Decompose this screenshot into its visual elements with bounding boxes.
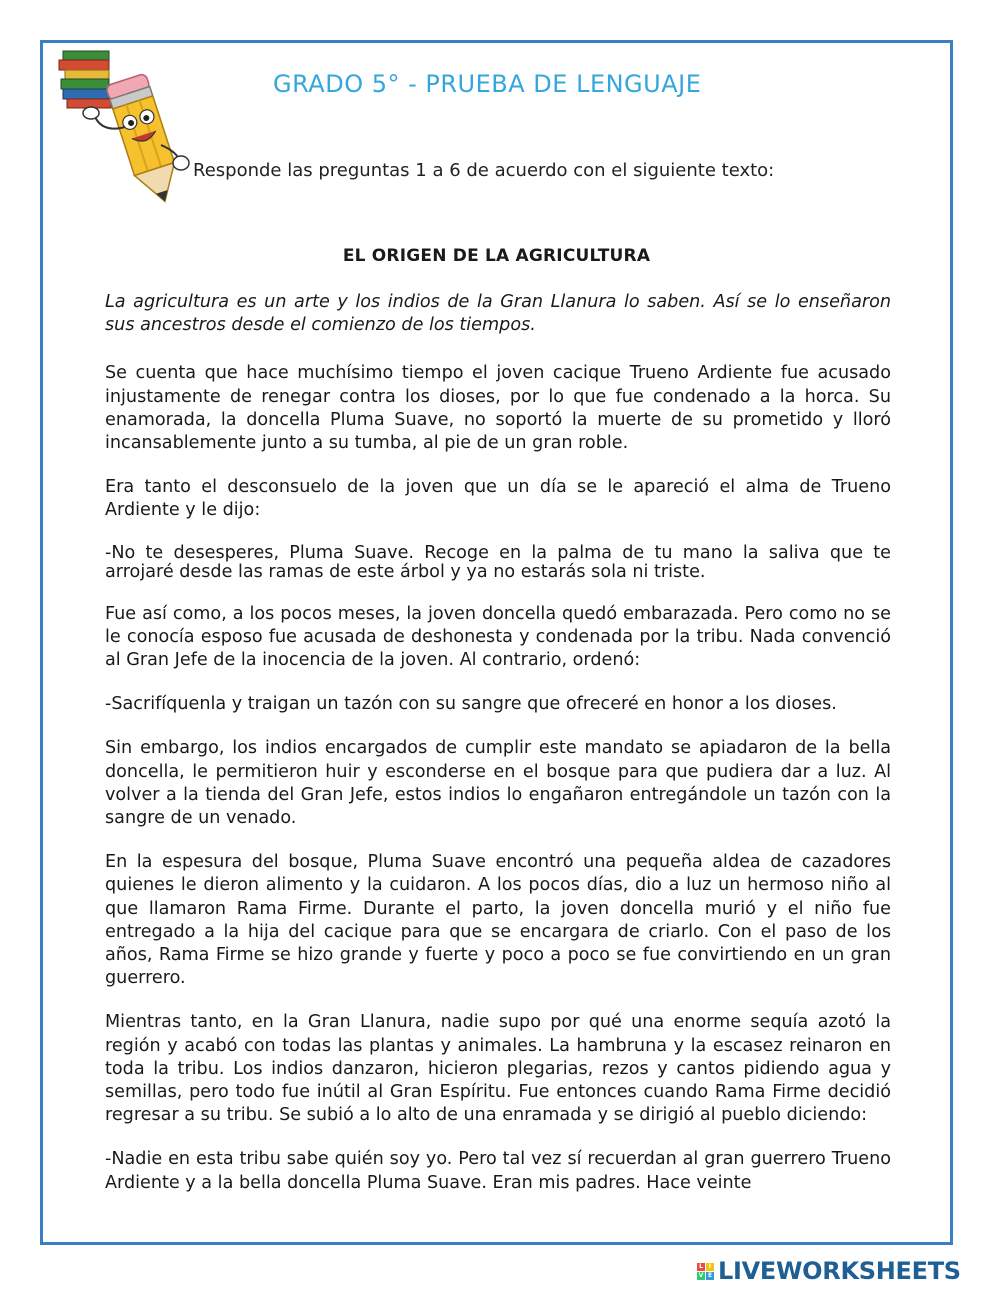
logo-letter: I <box>706 1263 714 1271</box>
reading-body <box>105 291 891 1195</box>
instruction-text: Responde las preguntas 1 a 6 de acuerdo con el siguiente texto: <box>193 160 775 181</box>
logo-letter: L <box>697 1263 705 1271</box>
paragraph-intro: La agricultura es un arte y los indios de la Gran Llanura lo saben. Así se lo enseñaron sus ancestros desde el comienzo de los tiempos. <box>105 292 891 336</box>
liveworksheets-brand <box>697 1257 961 1285</box>
paragraph: Mientras tanto, en la Gran Llanura, nadie supo por qué una enorme sequía azotó la región y acabó con todas las plantas y animales. La hambruna y la escasez reinaron en toda la tribu. Los indios danzaron, hicieron plegarias, rezos y cantos pidiendo agua y semillas, pero todo fue inútil al Gran Espíritu. Fue entonces cuando Rama Firme decidió regresar a su tribu. Se subió a lo alto de una enramada y se dirigió al pueblo diciendo: <box>105 1012 891 1126</box>
paragraph: Era tanto el desconsuelo de la joven que un día se le apareció el alma de Trueno Ardiente y le dijo: <box>105 477 891 521</box>
reading-title: EL ORIGEN DE LA AGRICULTURA <box>342 246 651 266</box>
paragraph: En la espesura del bosque, Pluma Suave encontró una pequeña aldea de cazadores quienes le dieron alimento y la cuidaron. A los pocos días, dio a luz un hermoso niño al que llamaron Rama Firme. Durante el parto, la joven doncella murió y el niño fue entregado a la hija del cacique para que se encargara de criarlo. Con el paso de los años, Rama Firme se hizo grande y fuerte y poco a poco se fue convirtiendo en un gran guerrero. <box>105 852 891 989</box>
liveworksheets-logo-icon <box>697 1263 714 1280</box>
worksheet-frame <box>40 40 953 1245</box>
paragraph-dialogue: -Sacrifíquenla y traigan un tazón con su sangre que ofreceré en honor a los dioses. <box>105 694 837 715</box>
paragraph: Fue así como, a los pocos meses, la joven doncella quedó embarazada. Pero como no se le conocía esposo fue acusada de deshonesta y condenada por la tribu. Nada convenció al Gran Jefe de la inocencia de la joven. Al contrario, ordenó: <box>105 603 891 671</box>
brand-name: LIVEWORKSHEETS <box>718 1257 961 1285</box>
logo-letter: V <box>698 1271 704 1279</box>
page-title: GRADO 5° - PRUEBA DE LENGUAJE <box>273 70 702 98</box>
paragraph: Se cuenta que hace muchísimo tiempo el joven cacique Trueno Ardiente fue acusado injustamente de renegar contra los dioses, por lo que fue condenado a la horca. Su enamorada, la doncella Pluma Suave, no soportó la muerte de su prometido y lloró incansablemente junto a su tumba, al pie de un gran roble. <box>105 363 891 454</box>
pencil-mascot-icon <box>53 47 193 217</box>
paragraph-dialogue: -Nadie en esta tribu sabe quién soy yo. Pero tal vez sí recuerdan al gran guerrero Trueno Ardiente y a la bella doncella Pluma Suave. Eran mis padres. Hace veinte <box>105 1149 891 1193</box>
paragraph: Sin embargo, los indios encargados de cumplir este mandato se apiadaron de la bella doncella, le permitieron huir y esconderse en el bosque para que pudiera dar a luz. Al volver a la tienda del Gran Jefe, estos indios lo engañaron entregándole un tazón con la sangre de un venado. <box>105 738 891 829</box>
paragraph-dialogue: -No te desesperes, Pluma Suave. Recoge en la palma de tu mano la saliva que te arrojaré desde las ramas de este árbol y ya no estarás sola ni triste. <box>105 542 891 582</box>
logo-letter: E <box>707 1271 713 1279</box>
